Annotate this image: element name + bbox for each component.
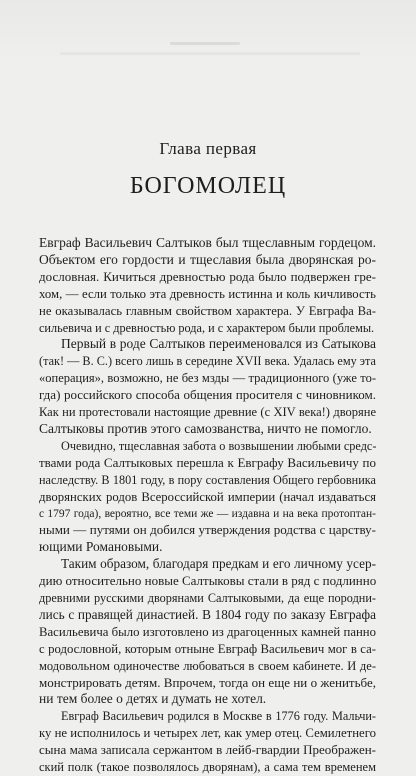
text-line: древними русскими дворянами Салтыковыми, да еще породни- xyxy=(39,591,376,606)
text-line: Как ни протестовали настоящие древние (с XIV века!) дворяне xyxy=(39,405,376,420)
text-line: не оказывалась главным свойством характера. У Евграфа Ва- xyxy=(39,303,376,318)
chapter-label: Глава первая xyxy=(159,139,257,158)
text-line: (так! — В. С.) всего лишь в середине XVII века. Удалась ему эта xyxy=(39,354,376,369)
text-line: Первый в роде Салтыков переименовался из Сатыкова xyxy=(61,336,376,352)
text-line: с родословной, которым отныне Евграф Васильевич мог в са- xyxy=(39,641,376,656)
text-line: ку не исполнилось и четырех лет, как умер отец. Семилетнего xyxy=(39,726,376,741)
text-line: твами рода Салтыковых перешла к Евграфу Васильевичу по xyxy=(39,454,376,470)
text-line: ющими Романовыми. xyxy=(39,539,163,555)
text-line: Таким образом, благодаря предкам и его личному усер- xyxy=(61,556,376,572)
bleed-through-header xyxy=(0,0,416,60)
text-line: Васильевича было изготовлено из драгоценных камней панно xyxy=(39,624,376,639)
text-line: модовольном одиночестве любоваться в своем кабинете. И де- xyxy=(39,658,376,673)
text-line: хом, — если только эта древность истинна и коль кичливость xyxy=(39,286,376,301)
text-line: дословная. Кичиться древностью рода было подвержен гре- xyxy=(39,268,376,284)
text-line: Евграф Васильевич родился в Москве в 1776 году. Мальчи- xyxy=(61,709,376,724)
text-line: «операция», возможно, не без мзды — традиционного (уже то- xyxy=(39,371,376,386)
text-line: дворянских родов Всероссийской империи (начал издаваться xyxy=(39,489,376,504)
bleed-line xyxy=(60,52,360,55)
text-line: сына мама записала сержантом в лейб-гвардии Преображен- xyxy=(39,742,376,758)
chapter-title: БОГОМОЛЕЦ xyxy=(129,173,287,199)
text-line: монстрировать детям. Впрочем, тогда он еще ни о женитьбе, xyxy=(39,674,376,690)
text-line: сильевича и с древностью рода, и с характером были проблемы. xyxy=(39,320,375,335)
bleed-line xyxy=(170,42,240,45)
text-line: наследству. В 1801 году, в пору составления Общего гербовника xyxy=(39,472,376,487)
text-line: гда) российского способа общения просителя с чиновником. xyxy=(39,387,376,403)
text-line: дию относительно новые Салтыковы стали в ряд с подлинно xyxy=(39,573,377,589)
text-line: ными — путями он добился утверждения родства с царству- xyxy=(39,522,376,538)
text-line: Очевидно, тщеславная забота о возвышении любыми средс- xyxy=(61,438,377,453)
text-line: Объектом его гордости и тщеславия была дворянская ро- xyxy=(39,251,376,267)
body-text xyxy=(39,235,376,776)
text-line: ский полк (такое позволялось дворянам), а сама тем временем xyxy=(39,760,376,775)
text-line: с 1797 года), вероятно, все теми же — издавна и на века протоптан- xyxy=(39,507,376,520)
text-line: Салтыковы против этого самозванства, ничто не помогло. xyxy=(39,420,372,436)
text-line: ни тем более о детях и думать не хотел. xyxy=(39,691,267,707)
text-line: Евграф Васильевич Салтыков был тщеславным гордецом. xyxy=(39,235,376,250)
text-line: лись с правящей династией. В 1804 году по заказу Евграфа xyxy=(39,606,376,622)
